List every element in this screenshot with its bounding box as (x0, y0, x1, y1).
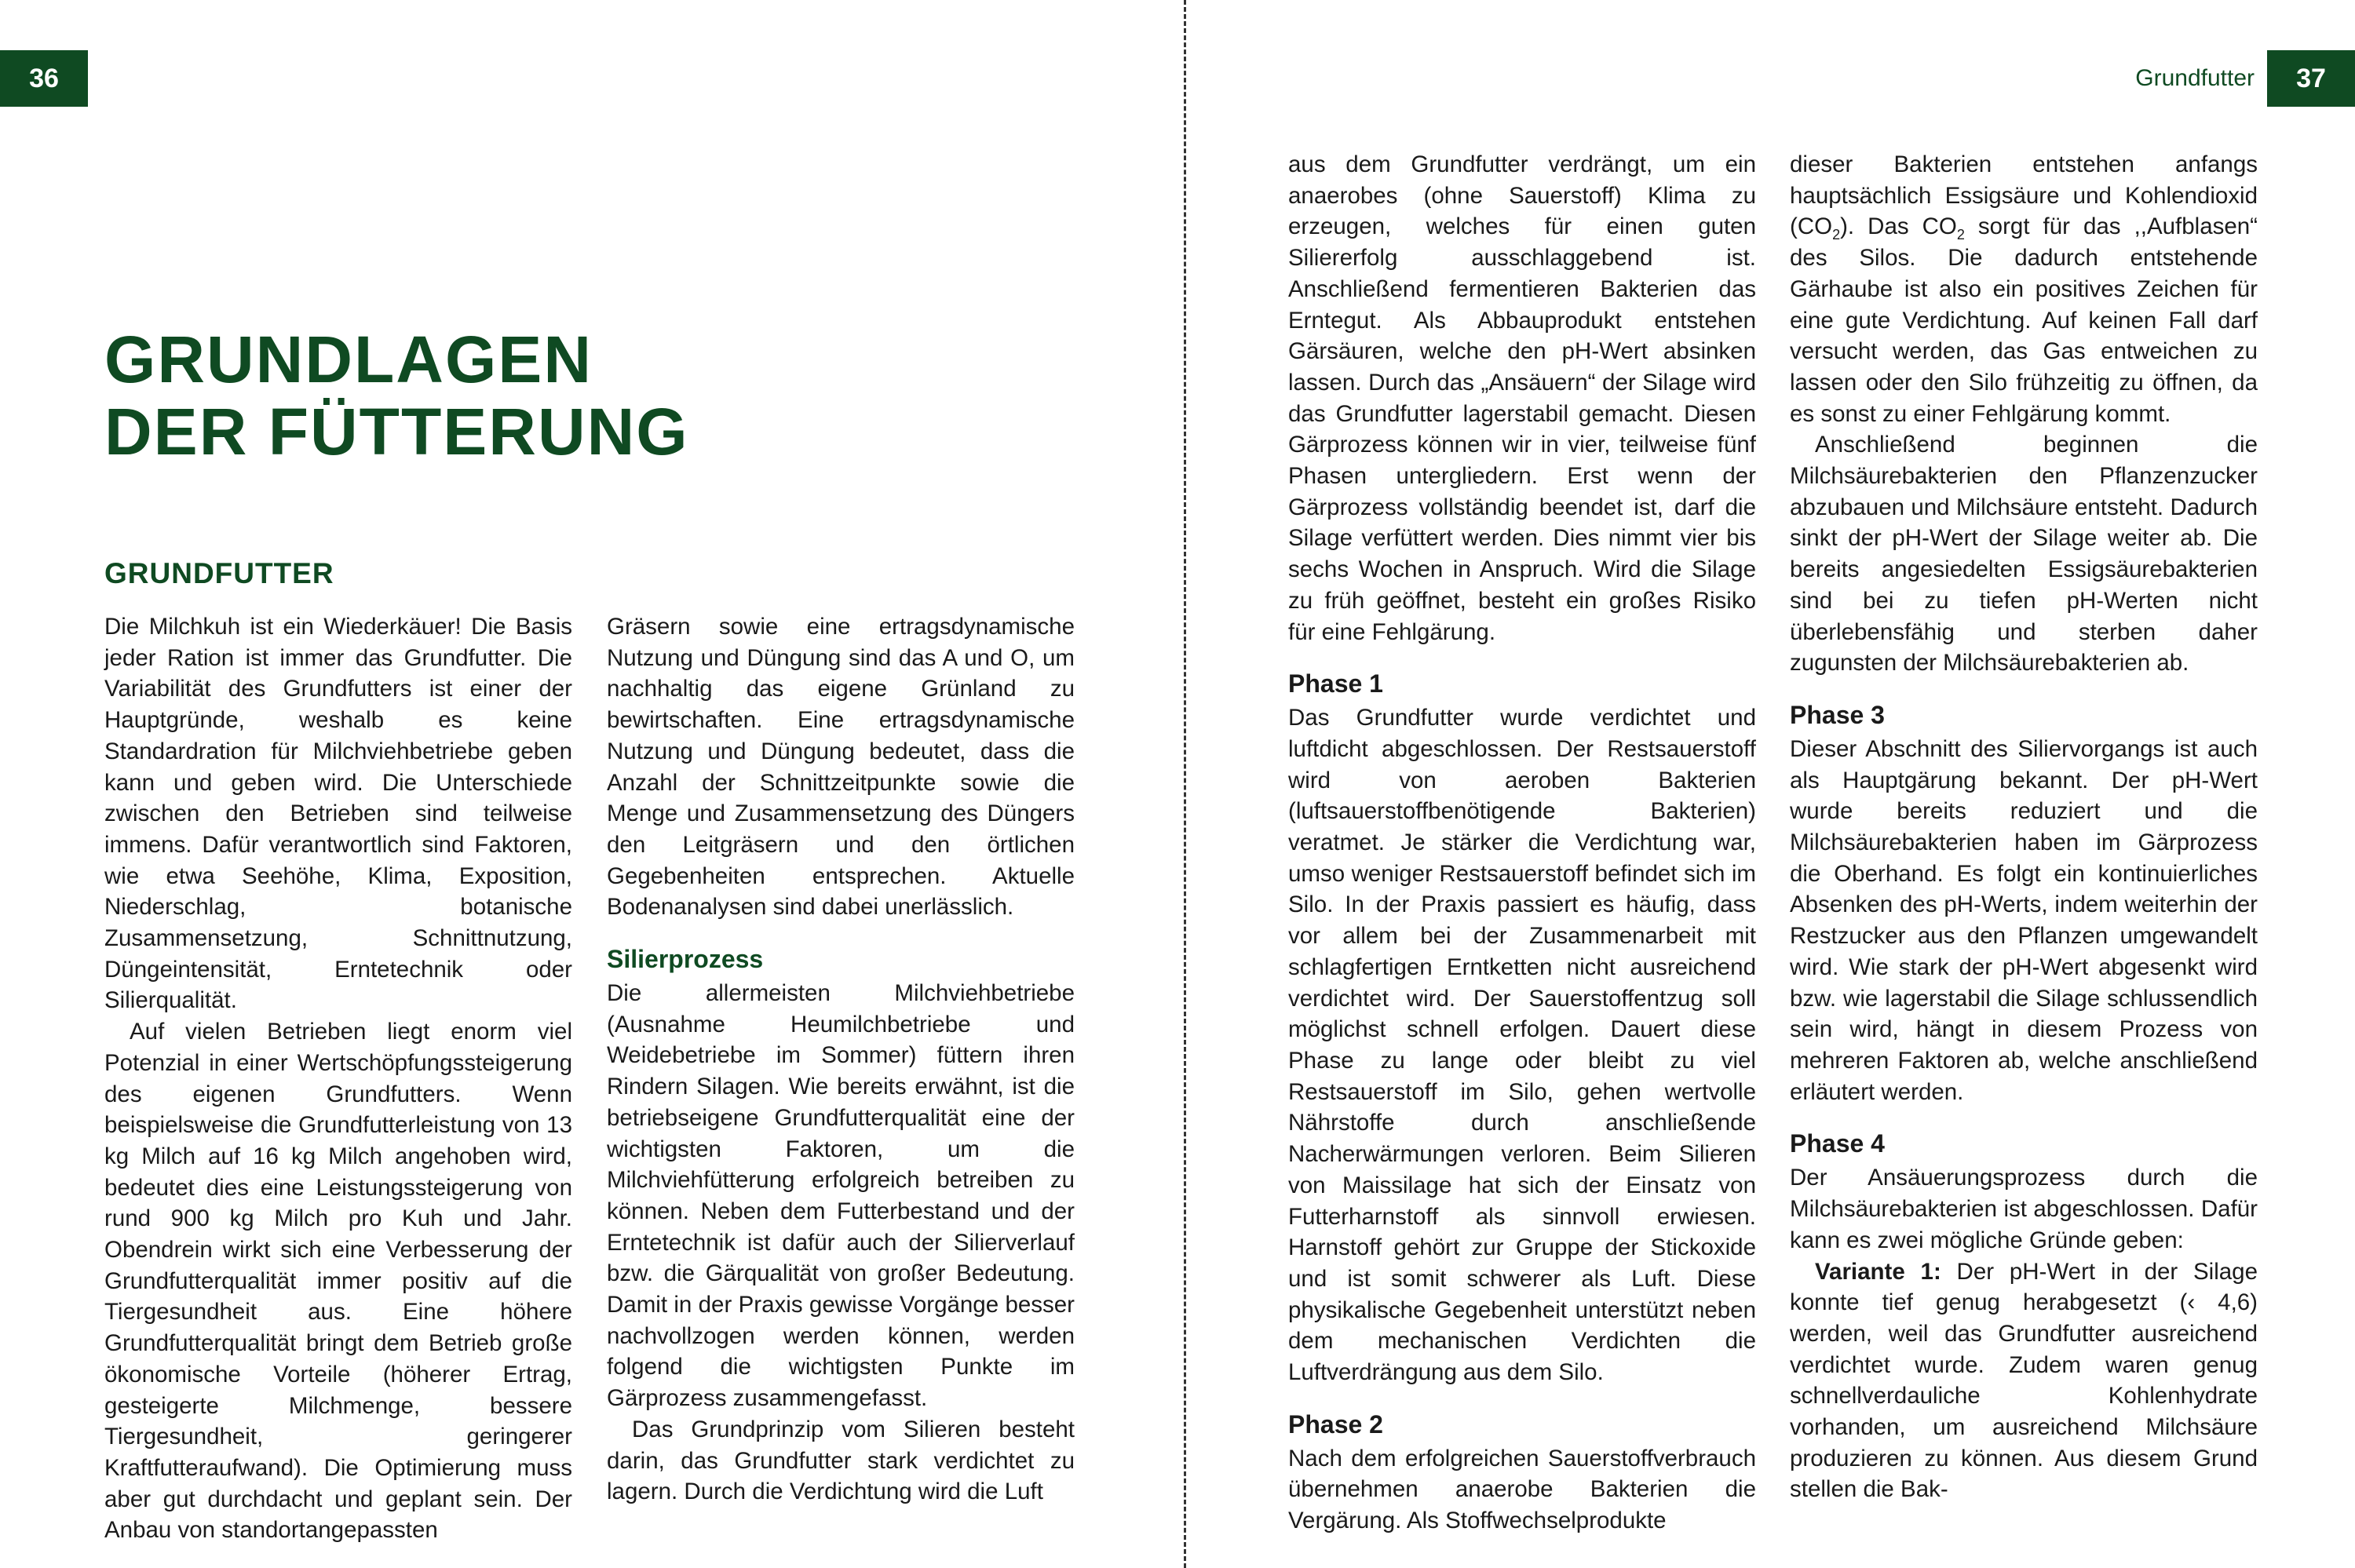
chapter-title-line-1: GRUNDLAGEN (104, 323, 593, 396)
page-number-right: 37 (2267, 50, 2355, 107)
paragraph: Auf vielen Betrieben liegt enorm viel Potenzial in einer Wertschöpfungssteigerung des eigenen Grundfutters. Wenn beispielsweise die Grundfutterleistung von 13 kg Milch auf 16 kg Milch angehoben wird, bedeutet dies eine Leistungssteigerung von rund 900 kg Milch pro Kuh und Jahr. Obendrein wirkt sich eine Verbesserung der Grundfutterqualität immer positiv auf die Tiergesundheit aus. Eine höhere Grundfutterqualität bringt dem Betrieb große ökonomische Vorteile (höherer Ertrag, gesteigerte Milchmenge, bessere Tiergesundheit, geringerer Kraftfutteraufwand). Die Optimierung muss aber gut durchdacht und geplant sein. Der Anbau von standortangepassten (104, 1019, 572, 1544)
text-column-4 (1790, 149, 2258, 1505)
variant-1-label: Variante 1: (1815, 1258, 1941, 1285)
paragraph (1790, 1256, 2258, 1506)
paragraph: aus dem Grundfutter verdrängt, um ein anaerobes (ohne Sauerstoff) Klima zu erzeugen, welches für einen guten Siliererfolg ausschlaggebend ist. Anschließend fermentieren Bakterien das Erntegut. Als Abbauprodukt entstehen Gärsäuren, welche den pH-Wert absinken lassen. Durch das „Ansäuern“ der Silage wird das Grundfutter lagerstabil gemacht. Diesen Gärprozess können wir in vier, teilweise fünf Phasen untergliedern. Erst wenn der Gärprozess vollständig beendet ist, darf die Silage verfüttert werden. Dies nimmt vier bis sechs Wochen in Anspruch. Wird die Silage zu früh geöffnet, besteht ein großes Risiko für eine Fehlgärung. (1288, 151, 1756, 645)
phase-2-heading: Phase 2 (1288, 1409, 1383, 1439)
running-head: Grundfutter (2135, 65, 2255, 91)
phase-1-heading: Phase 1 (1288, 669, 1383, 698)
paragraph: Das Grundfutter wurde verdichtet und luftdicht abgeschlossen. Der Restsauerstoff wird von aeroben Bakterien (luftsauerstoffbenötigende Bakterien) veratmet. Je stärker die Verdichtung war, umso weniger Restsauerstoff befindet sich im Silo. In der Praxis passiert es häufig, dass vor allem bei der Zusammenarbeit mit schlagfertigen Erntketten nicht ausreichend verdichtet wird. Der Sauerstoffentzug soll möglichst schnell erfolgen. Dauert diese Phase zu lange oder bleibt zu viel Restsauerstoff im Silo, gehen wertvolle Nährstoffe durch anschließende Nacherwärmungen verloren. Beim Silieren von Maissilage hat sich der Einsatz von Futterharnstoff als sinnvoll erwiesen. Harnstoff gehört zur Gruppe der Stickoxide und ist somit schwerer als Luft. Diese physikalische Gegebenheit unterstützt neben dem mechanischen Verdichten die Luftverdrängung aus dem Silo. (1288, 705, 1756, 1386)
paragraph: Das Grundprinzip vom Silieren besteht darin, das Grundfutter stark verdichtet zu lagern. Durch die Verdichtung wird die Luft (607, 1416, 1075, 1505)
paragraph: Nach dem erfolgreichen Sauerstoffverbrauch übernehmen anaerobe Bakterien die Vergärung. Als Stoffwechselprodukte (1288, 1445, 1756, 1534)
text-run: dieser Bakterien entstehen anfangs hauptsächlich Essigsäure und Kohlendioxid (CO (1790, 151, 2258, 240)
paragraph (1790, 149, 2258, 429)
text-column-2 (607, 611, 1075, 1508)
page-gutter-divider (1184, 0, 1186, 1568)
paragraph: Die allermeisten Milchviehbetriebe (Ausnahme Heumilchbetriebe und Weidebetriebe im Sommer) füttern ihren Rindern Silagen. Wie bereits erwähnt, ist die betriebseigene Grundfutterqualität eine der wichtigsten Faktoren, um die Milchviehfütterung erfolgreich betreiben zu können. Neben dem Futterbestand und der Erntetechnik ist dafür auch der Silierverlauf bzw. die Gärqualität von großer Bedeutung. Damit in der Praxis gewisse Vorgänge besser nachvollzogen werden können, werden folgend die wichtigsten Punkte im Gärprozess zusammengefasst. (607, 980, 1075, 1412)
chapter-title-line-2: DER FÜTTERUNG (104, 395, 689, 469)
text-column-3 (1288, 149, 1756, 1537)
text-run: Der pH-Wert in der Silage konnte tief genug herabgesetzt (‹ 4,6) werden, weil das Grundfutter ausreichend verdichtet wurde. Zudem waren genug schnellverdauliche Kohlenhydrate vorhanden, um ausreichend Milchsäure produzieren zu können. Aus diesem Grund stellen die Bak- (1790, 1258, 2258, 1503)
section-title: GRUNDFUTTER (104, 557, 334, 589)
phase-3-heading: Phase 3 (1790, 700, 1885, 729)
text-run: ). Das CO (1840, 213, 1957, 240)
page-number-left: 36 (0, 50, 88, 107)
text-column-1 (104, 611, 572, 1546)
subheading-silierprozess: Silierprozess (607, 945, 764, 974)
subscript: 2 (1956, 227, 1965, 243)
phase-4-heading: Phase 4 (1790, 1129, 1885, 1158)
subscript: 2 (1832, 227, 1841, 243)
paragraph: Der Ansäuerungsprozess durch die Milchsäurebakterien ist abgeschlossen. Dafür kann es zwei mögliche Gründe geben: (1790, 1165, 2258, 1253)
chapter-title (104, 323, 732, 468)
text-run: sorgt für das ,,Aufblasen“ des Silos. Die dadurch entstehende Gärhaube ist also ein positives Zeichen für eine gute Verdichtung. Auf keinen Fall darf versucht werden, das Gas entweichen zu lassen oder den Silo frühzeitig zu öffnen, da es sonst zu einer Fehlgärung kommt. (1790, 213, 2258, 427)
paragraph: Anschließend beginnen die Milchsäurebakterien den Pflanzenzucker abzubauen und Milchsäure entsteht. Dadurch sinkt der pH-Wert der Silage weiter ab. Die bereits angesiedelten Essigsäurebakterien sind bei zu tiefen pH-Werten nicht überlebensfähig und sterben daher zugunsten der Milchsäurebakterien ab. (1790, 432, 2258, 676)
paragraph: Dieser Abschnitt des Siliervorgangs ist auch als Hauptgärung bekannt. Der pH-Wert wurde bereits reduziert und die Milchsäurebakterien haben im Gärprozess die Oberhand. Es folgt ein kontinuierliches Absenken des pH-Werts, indem weiterhin der Restzucker aus den Pflanzen umgewandelt wird. Wie stark der pH-Wert abgesenkt wird bzw. wie lagerstabil die Silage schlussendlich sein wird, hängt in diesem Prozess von mehreren Faktoren ab, welche anschließend erläutert werden. (1790, 735, 2258, 1105)
paragraph: Die Milchkuh ist ein Wiederkäuer! Die Basis jeder Ration ist immer das Grundfutter. Die Variabilität des Grundfutters ist einer der Hauptgründe, weshalb es keine Standardration für Milchviehbetriebe geben kann und geben wird. Die Unterschiede zwischen den Betrieben sind teilweise immens. Dafür verantwortlich sind Faktoren, wie etwa Seehöhe, Klima, Exposition, Niederschlag, botanische Zusammensetzung, Schnittnutzung, Düngeintensität, Erntetechnik oder Silierqualität. (104, 614, 572, 1014)
paragraph: Gräsern sowie eine ertragsdynamische Nutzung und Düngung sind das A und O, um nachhaltig das eigene Grünland zu bewirtschaften. Eine ertragsdynamische Nutzung und Düngung bedeutet, dass die Anzahl der Schnittzeitpunkte sowie die Menge und Zusammensetzung des Düngers den Leitgräsern und den örtlichen Gegebenheiten entsprechen. Aktuelle Bodenanalysen sind dabei unerlässlich. (607, 614, 1075, 921)
